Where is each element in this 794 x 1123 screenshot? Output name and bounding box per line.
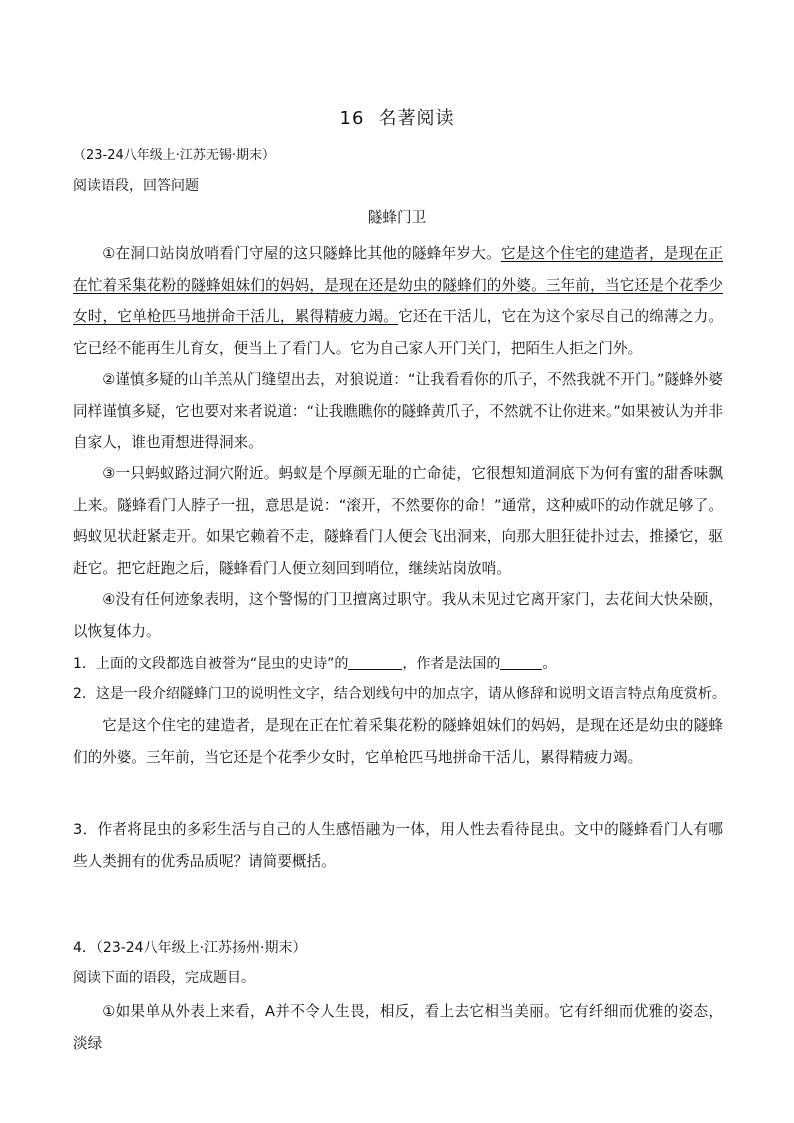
question-source: （23-24八年级上·江苏无锡·期末） xyxy=(73,148,276,163)
underlined-sentence: 它是这个住宅的建造者，是现在正在忙着采集花粉的隧蜂姐妹们的妈妈，是现在还是幼虫的隧蜂们的外婆。三年前，当它还是个花季少女时，它单枪匹马地拼命干活儿，累得精疲力竭。 xyxy=(73,245,723,325)
question-1-text-middle: ，作者是法国的 xyxy=(402,656,501,672)
paragraph-1-end: 它还在干活儿，它在为这个家尽自己的绵薄之力。它已经不能再生儿育女，便当上了看门人。它为自己家人开门关门，把陌生人拒之门外。 xyxy=(73,308,723,357)
passage-paragraph-2: ②谨慎多疑的山羊羔从门缝望出去，对狼说道：“让我看看你的爪子，不然我就不开门。”隧蜂外婆同样谨慎多疑，它也要对来者说道：“让我瞧瞧你的隧蜂黄爪子，不然就不让你进来。”如果被认为并非自家人，谁也甭想进得洞来。 xyxy=(73,371,723,451)
title-number: 16 xyxy=(339,108,365,129)
answer-blank-author[interactable] xyxy=(500,655,542,670)
question-4-paragraph-1: ①如果单从外表上来看，A并不令人生畏，相反，看上去它相当美丽。它有纤细而优雅的姿态，淡绿 xyxy=(73,1003,723,1052)
page-title xyxy=(0,104,794,130)
instruction: 阅读语段，回答问题 xyxy=(73,178,199,194)
question-1-text-end: 。 xyxy=(542,656,557,672)
passage-paragraph-1 xyxy=(73,238,723,364)
question-4-instruction: 阅读下面的语段，完成题目。 xyxy=(73,970,255,986)
paragraph-1-start: ①在洞口站岗放哨看门守屋的这只隧蜂比其他的隧蜂年岁大。 xyxy=(102,245,501,262)
question-4-source: 4．（23-24八年级上·江苏扬州·期末） xyxy=(73,940,307,956)
passage-paragraph-3: ③一只蚂蚁路过洞穴附近。蚂蚁是个厚颜无耻的亡命徒，它很想知道洞底下为何有蜜的甜香味飘上来。隧蜂看门人脖子一扭，意思是说：“滚开，不然要你的命！”通常，这种威吓的动作就足够了。蚂蚁见状赶紧走开。如果它赖着不走，隧蜂看门人便会飞出洞来，向那大胆狂徒扑过去，推搡它，驱赶它。把它赶跑之后，隧蜂看门人便立刻回到哨位，继续站岗放哨。 xyxy=(73,465,723,577)
question-1 xyxy=(73,654,556,674)
passage-paragraph-4: ④没有任何迹象表明，这个警惕的门卫擅离过职守。我从未见过它离开家门，去花间大快朵颐，以恢复体力。 xyxy=(73,591,723,640)
title-text: 名著阅读 xyxy=(378,108,455,129)
question-2: 2．这是一段介绍隧蜂门卫的说明性文字，结合划线句中的加点字，请从修辞和说明文语言特点角度赏析。 xyxy=(73,686,726,702)
answer-blank-book[interactable] xyxy=(348,655,402,670)
passage-title: 隧蜂门卫 xyxy=(367,209,427,226)
question-3: 3．作者将昆虫的多彩生活与自己的人生感悟融为一体，用人性去看待昆虫。文中的隧蜂看门人有哪些人类拥有的优秀品质呢？请简要概括。 xyxy=(73,821,723,870)
question-2-quote: 它是这个住宅的建造者，是现在正在忙着采集花粉的隧蜂姐妹们的妈妈，是现在还是幼虫的隧蜂们的外婆。三年前，当它还是个花季少女时，它单枪匹马地拼命干活儿，累得精疲力竭。 xyxy=(73,717,723,766)
question-1-text: 1．上面的文段都选自被誉为“昆虫的史诗”的 xyxy=(73,656,349,672)
